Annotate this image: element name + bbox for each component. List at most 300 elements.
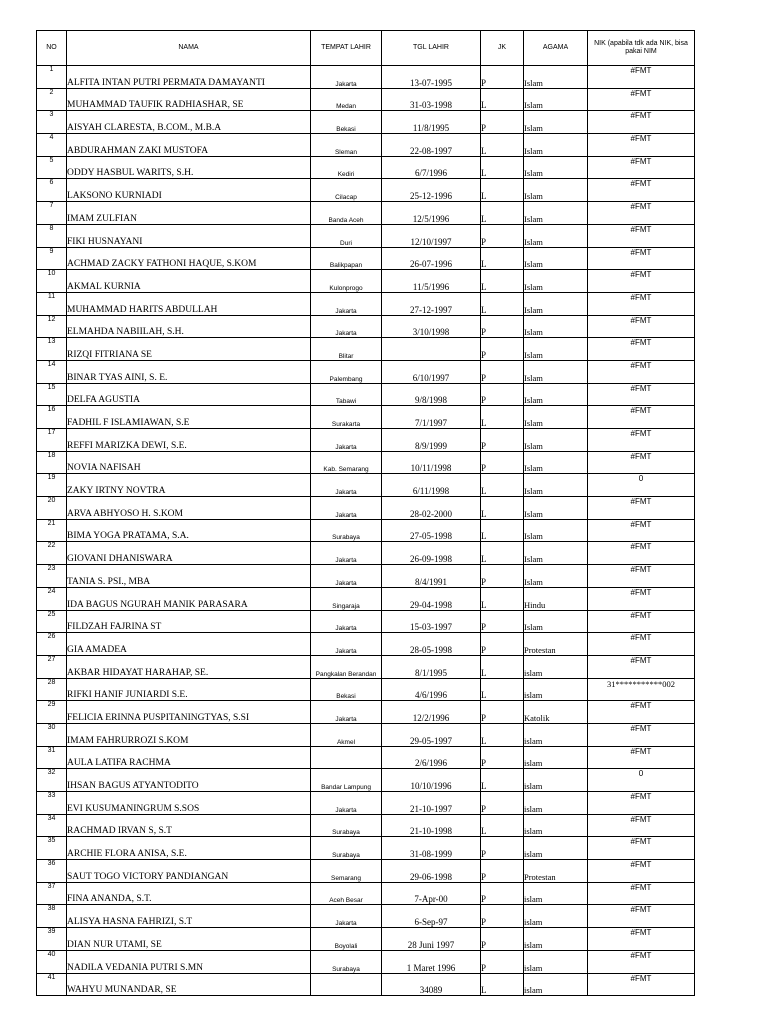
cell-agama: islam	[524, 792, 588, 815]
cell-nama: IHSAN BAGUS ATYANTODITO	[67, 769, 311, 792]
cell-nik: #FMT	[588, 587, 695, 610]
cell-agama: Islam	[524, 451, 588, 474]
cell-tgl-lahir: 11/8/1995	[382, 111, 481, 134]
table-row	[37, 769, 695, 792]
table-row	[37, 610, 695, 633]
cell-tempat-lahir: Pangkalan Berandan	[311, 655, 382, 678]
cell-nik: 31***********002	[588, 678, 695, 701]
cell-no: 31	[37, 746, 67, 769]
cell-tgl-lahir: 8/9/1999	[382, 429, 481, 452]
table-row	[37, 406, 695, 429]
cell-jk: L	[481, 678, 524, 701]
table-row	[37, 701, 695, 724]
cell-tgl-lahir: 11/5/1996	[382, 270, 481, 293]
cell-agama: islam	[524, 905, 588, 928]
cell-no: 17	[37, 429, 67, 452]
cell-nik: 0	[588, 769, 695, 792]
cell-tgl-lahir: 27-05-1998	[382, 519, 481, 542]
cell-agama: islam	[524, 678, 588, 701]
cell-tempat-lahir: Jakarta	[311, 792, 382, 815]
table-row	[37, 950, 695, 973]
cell-tgl-lahir: 31-08-1999	[382, 837, 481, 860]
cell-nama: MUHAMMAD TAUFIK RADHIASHAR, SE	[67, 88, 311, 111]
cell-tgl-lahir: 8/4/1991	[382, 565, 481, 588]
cell-agama: islam	[524, 769, 588, 792]
cell-tgl-lahir: 28 Juni 1997	[382, 928, 481, 951]
table-row	[37, 565, 695, 588]
cell-nama: ARVA ABHYOSO H. S.KOM	[67, 497, 311, 520]
cell-no: 19	[37, 474, 67, 497]
cell-tgl-lahir: 6-Sep-97	[382, 905, 481, 928]
cell-jk: P	[481, 315, 524, 338]
cell-jk: P	[481, 111, 524, 134]
cell-agama: Islam	[524, 474, 588, 497]
cell-nama: FINA ANANDA, S.T.	[67, 882, 311, 905]
cell-agama: Islam	[524, 88, 588, 111]
cell-nama: TANIA S. PSI., MBA	[67, 565, 311, 588]
table-row	[37, 882, 695, 905]
cell-jk: L	[481, 292, 524, 315]
cell-no: 34	[37, 814, 67, 837]
cell-agama: islam	[524, 882, 588, 905]
cell-jk: P	[481, 451, 524, 474]
cell-jk: P	[481, 837, 524, 860]
table-row	[37, 973, 695, 996]
cell-tgl-lahir: 6/7/1996	[382, 156, 481, 179]
table-row	[37, 451, 695, 474]
cell-tempat-lahir: Duri	[311, 224, 382, 247]
cell-nik: #FMT	[588, 973, 695, 996]
cell-agama: Katolik	[524, 701, 588, 724]
cell-no: 11	[37, 292, 67, 315]
cell-tempat-lahir: Akmel	[311, 723, 382, 746]
cell-nik: #FMT	[588, 429, 695, 452]
cell-jk: P	[481, 66, 524, 89]
cell-tempat-lahir: Jakarta	[311, 292, 382, 315]
cell-tgl-lahir: 29-04-1998	[382, 587, 481, 610]
cell-nama: RACHMAD IRVAN S, S.T	[67, 814, 311, 837]
header-jk: JK	[481, 31, 524, 66]
cell-nama: BIMA YOGA PRATAMA, S.A.	[67, 519, 311, 542]
cell-tempat-lahir: Jakarta	[311, 474, 382, 497]
cell-nik: #FMT	[588, 837, 695, 860]
cell-nik: #FMT	[588, 860, 695, 883]
cell-agama: Islam	[524, 247, 588, 270]
cell-jk: P	[481, 701, 524, 724]
cell-tgl-lahir: 25-12-1996	[382, 179, 481, 202]
cell-nama: SAUT TOGO VICTORY PANDIANGAN	[67, 860, 311, 883]
cell-tempat-lahir: Jakarta	[311, 633, 382, 656]
table-row	[37, 202, 695, 225]
cell-tgl-lahir: 6/11/1998	[382, 474, 481, 497]
cell-agama: Islam	[524, 383, 588, 406]
cell-agama: islam	[524, 746, 588, 769]
cell-agama: Protestan	[524, 633, 588, 656]
cell-agama: islam	[524, 723, 588, 746]
table-row	[37, 156, 695, 179]
cell-no: 1	[37, 66, 67, 89]
cell-nama: ABDURAHMAN ZAKI MUSTOFA	[67, 134, 311, 157]
cell-agama: Islam	[524, 497, 588, 520]
cell-no: 10	[37, 270, 67, 293]
cell-agama: Islam	[524, 542, 588, 565]
cell-tempat-lahir: Jakarta	[311, 497, 382, 520]
table-row	[37, 542, 695, 565]
cell-tempat-lahir: Aceh Besar	[311, 882, 382, 905]
cell-nik: #FMT	[588, 292, 695, 315]
cell-nik: #FMT	[588, 247, 695, 270]
cell-tgl-lahir: 26-07-1996	[382, 247, 481, 270]
cell-nama: AKBAR HIDAYAT HARAHAP, SE.	[67, 655, 311, 678]
cell-tempat-lahir	[311, 973, 382, 996]
cell-nama: AULA LATIFA RACHMA	[67, 746, 311, 769]
cell-tgl-lahir: 6/10/1997	[382, 360, 481, 383]
table-row	[37, 224, 695, 247]
table-row	[37, 497, 695, 520]
cell-nama: GIA AMADEA	[67, 633, 311, 656]
cell-jk: L	[481, 179, 524, 202]
cell-no: 14	[37, 360, 67, 383]
cell-nama: AKMAL KURNIA	[67, 270, 311, 293]
table-row	[37, 270, 695, 293]
cell-agama: Islam	[524, 134, 588, 157]
cell-agama: islam	[524, 973, 588, 996]
table-row	[37, 814, 695, 837]
cell-tempat-lahir: Jakarta	[311, 905, 382, 928]
cell-tgl-lahir: 15-03-1997	[382, 610, 481, 633]
header-tgl-lahir: TGL LAHIR	[382, 31, 481, 66]
cell-no: 8	[37, 224, 67, 247]
cell-nik: #FMT	[588, 905, 695, 928]
cell-no: 20	[37, 497, 67, 520]
table-row	[37, 66, 695, 89]
cell-no: 5	[37, 156, 67, 179]
cell-nama: ODDY HASBUL WARITS, S.H.	[67, 156, 311, 179]
cell-nik: #FMT	[588, 497, 695, 520]
cell-no: 33	[37, 792, 67, 815]
cell-nama: AISYAH CLARESTA, B.COM., M.B.A	[67, 111, 311, 134]
header-no: NO	[37, 31, 67, 66]
cell-nama: FADHIL F ISLAMIAWAN, S.E	[67, 406, 311, 429]
cell-nama: ALFITA INTAN PUTRI PERMATA DAMAYANTI	[67, 66, 311, 89]
cell-tempat-lahir: Balikpapan	[311, 247, 382, 270]
table-row	[37, 792, 695, 815]
cell-tempat-lahir: Jakarta	[311, 610, 382, 633]
cell-tgl-lahir: 12/5/1996	[382, 202, 481, 225]
cell-tempat-lahir: Kediri	[311, 156, 382, 179]
cell-no: 21	[37, 519, 67, 542]
table-row	[37, 315, 695, 338]
cell-tempat-lahir: Semarang	[311, 860, 382, 883]
cell-agama: Islam	[524, 292, 588, 315]
cell-no: 30	[37, 723, 67, 746]
cell-no: 28	[37, 678, 67, 701]
cell-nik: #FMT	[588, 88, 695, 111]
cell-no: 26	[37, 633, 67, 656]
cell-tempat-lahir: Surabaya	[311, 950, 382, 973]
cell-nama: GIOVANI DHANISWARA	[67, 542, 311, 565]
cell-nama: IMAM FAHRURROZI S.KOM	[67, 723, 311, 746]
cell-nama: ACHMAD ZACKY FATHONI HAQUE, S.KOM	[67, 247, 311, 270]
table-row	[37, 111, 695, 134]
cell-nama: ZAKY IRTNY NOVTRA	[67, 474, 311, 497]
cell-no: 39	[37, 928, 67, 951]
cell-tempat-lahir: Jakarta	[311, 701, 382, 724]
cell-nama: WAHYU MUNANDAR, SE	[67, 973, 311, 996]
cell-nik: #FMT	[588, 383, 695, 406]
cell-agama: islam	[524, 655, 588, 678]
cell-jk: P	[481, 633, 524, 656]
cell-jk: P	[481, 383, 524, 406]
cell-nama: RIFKI HANIF JUNIARDI S.E.	[67, 678, 311, 701]
cell-tgl-lahir	[382, 338, 481, 361]
cell-agama: Islam	[524, 406, 588, 429]
cell-jk: L	[481, 134, 524, 157]
header-agama: AGAMA	[524, 31, 588, 66]
cell-tgl-lahir: 26-09-1998	[382, 542, 481, 565]
cell-agama: islam	[524, 814, 588, 837]
cell-agama: Islam	[524, 519, 588, 542]
cell-tgl-lahir: 1 Maret 1996	[382, 950, 481, 973]
cell-nik: #FMT	[588, 792, 695, 815]
header-nik: NIK (apabila tdk ada NIK, bisa pakai NIM	[588, 31, 695, 66]
cell-nama: REFFI MARIZKA DEWI, S.E.	[67, 429, 311, 452]
cell-agama: Islam	[524, 111, 588, 134]
cell-tgl-lahir: 29-05-1997	[382, 723, 481, 746]
cell-nik: #FMT	[588, 270, 695, 293]
participant-table	[36, 30, 695, 996]
cell-nik: #FMT	[588, 338, 695, 361]
cell-agama: Islam	[524, 270, 588, 293]
cell-nama: ARCHIE FLORA ANISA, S.E.	[67, 837, 311, 860]
cell-no: 13	[37, 338, 67, 361]
cell-agama: Islam	[524, 66, 588, 89]
table-row	[37, 338, 695, 361]
cell-nik: #FMT	[588, 814, 695, 837]
cell-tgl-lahir: 10/11/1998	[382, 451, 481, 474]
table-row	[37, 746, 695, 769]
cell-tempat-lahir: Boyolali	[311, 928, 382, 951]
cell-tgl-lahir: 4/6/1996	[382, 678, 481, 701]
table-row	[37, 429, 695, 452]
table-row	[37, 247, 695, 270]
cell-nik: #FMT	[588, 66, 695, 89]
cell-nik: #FMT	[588, 565, 695, 588]
header-nama: NAMA	[67, 31, 311, 66]
table-row	[37, 905, 695, 928]
cell-tgl-lahir: 28-02-2000	[382, 497, 481, 520]
cell-jk: P	[481, 565, 524, 588]
cell-nik: #FMT	[588, 202, 695, 225]
cell-jk: P	[481, 882, 524, 905]
cell-tgl-lahir: 9/8/1998	[382, 383, 481, 406]
cell-tgl-lahir: 2/6/1996	[382, 746, 481, 769]
cell-nama: NOVIA NAFISAH	[67, 451, 311, 474]
cell-no: 7	[37, 202, 67, 225]
cell-jk: P	[481, 928, 524, 951]
cell-no: 4	[37, 134, 67, 157]
cell-jk: P	[481, 610, 524, 633]
cell-nama: FIKI HUSNAYANI	[67, 224, 311, 247]
cell-nik: #FMT	[588, 610, 695, 633]
cell-agama: Islam	[524, 610, 588, 633]
cell-nik: #FMT	[588, 519, 695, 542]
cell-nama: EVI KUSUMANINGRUM S.SOS	[67, 792, 311, 815]
cell-tempat-lahir: Jakarta	[311, 315, 382, 338]
cell-agama: Islam	[524, 156, 588, 179]
cell-jk: L	[481, 655, 524, 678]
cell-jk: L	[481, 519, 524, 542]
cell-nik: #FMT	[588, 406, 695, 429]
cell-jk: P	[481, 950, 524, 973]
cell-tgl-lahir: 21-10-1997	[382, 792, 481, 815]
cell-tempat-lahir: Singaraja	[311, 587, 382, 610]
cell-jk: L	[481, 202, 524, 225]
cell-tgl-lahir: 21-10-1998	[382, 814, 481, 837]
cell-nik: #FMT	[588, 111, 695, 134]
cell-nik: #FMT	[588, 451, 695, 474]
cell-jk: P	[481, 905, 524, 928]
cell-agama: Protestan	[524, 860, 588, 883]
cell-agama: Islam	[524, 179, 588, 202]
table-row	[37, 928, 695, 951]
cell-nik: 0	[588, 474, 695, 497]
cell-no: 25	[37, 610, 67, 633]
cell-tgl-lahir: 12/2/1996	[382, 701, 481, 724]
cell-tempat-lahir: Cilacap	[311, 179, 382, 202]
cell-no: 27	[37, 655, 67, 678]
cell-tgl-lahir: 8/1/1995	[382, 655, 481, 678]
cell-tgl-lahir: 28-05-1998	[382, 633, 481, 656]
cell-jk: L	[481, 723, 524, 746]
table-row	[37, 633, 695, 656]
cell-jk: L	[481, 973, 524, 996]
cell-no: 37	[37, 882, 67, 905]
cell-nik: #FMT	[588, 224, 695, 247]
cell-no: 12	[37, 315, 67, 338]
cell-no: 15	[37, 383, 67, 406]
table-row	[37, 179, 695, 202]
cell-tempat-lahir: Medan	[311, 88, 382, 111]
cell-tempat-lahir: Kab. Semarang	[311, 451, 382, 474]
cell-nik: #FMT	[588, 156, 695, 179]
table-row	[37, 292, 695, 315]
cell-nik: #FMT	[588, 315, 695, 338]
cell-agama: islam	[524, 837, 588, 860]
cell-nama: LAKSONO KURNIADI	[67, 179, 311, 202]
cell-no: 9	[37, 247, 67, 270]
cell-tgl-lahir: 27-12-1997	[382, 292, 481, 315]
cell-agama: Islam	[524, 360, 588, 383]
cell-tempat-lahir: Banda Aceh	[311, 202, 382, 225]
cell-tgl-lahir: 7/1/1997	[382, 406, 481, 429]
cell-no: 38	[37, 905, 67, 928]
cell-no: 24	[37, 587, 67, 610]
header-row	[37, 31, 695, 66]
cell-tempat-lahir	[311, 746, 382, 769]
cell-nik: #FMT	[588, 360, 695, 383]
cell-nama: NADILA VEDANIA PUTRI S.MN	[67, 950, 311, 973]
cell-agama: islam	[524, 950, 588, 973]
cell-jk: P	[481, 746, 524, 769]
cell-nama: FILDZAH FAJRINA ST	[67, 610, 311, 633]
cell-tgl-lahir: 3/10/1998	[382, 315, 481, 338]
cell-jk: L	[481, 88, 524, 111]
cell-no: 29	[37, 701, 67, 724]
cell-tempat-lahir: Surabaya	[311, 814, 382, 837]
cell-nama: BINAR TYAS AINI, S. E.	[67, 360, 311, 383]
cell-jk: P	[481, 860, 524, 883]
cell-nama: IDA BAGUS NGURAH MANIK PARASARA	[67, 587, 311, 610]
cell-nama: DIAN NUR UTAMI, SE	[67, 928, 311, 951]
cell-jk: P	[481, 338, 524, 361]
cell-tgl-lahir: 22-08-1997	[382, 134, 481, 157]
cell-nik: #FMT	[588, 950, 695, 973]
cell-no: 6	[37, 179, 67, 202]
table-row	[37, 723, 695, 746]
cell-no: 22	[37, 542, 67, 565]
cell-jk: L	[481, 406, 524, 429]
cell-nik: #FMT	[588, 134, 695, 157]
table-row	[37, 678, 695, 701]
cell-nik: #FMT	[588, 701, 695, 724]
cell-agama: Islam	[524, 224, 588, 247]
table-row	[37, 88, 695, 111]
cell-jk: L	[481, 542, 524, 565]
cell-tgl-lahir: 10/10/1996	[382, 769, 481, 792]
cell-nik: #FMT	[588, 882, 695, 905]
cell-jk: L	[481, 497, 524, 520]
table-row	[37, 837, 695, 860]
cell-jk: P	[481, 224, 524, 247]
cell-agama: Hindu	[524, 587, 588, 610]
cell-nik: #FMT	[588, 542, 695, 565]
cell-nama: RIZQI FITRIANA SE	[67, 338, 311, 361]
cell-tgl-lahir: 31-03-1998	[382, 88, 481, 111]
cell-jk: L	[481, 587, 524, 610]
cell-tempat-lahir: Surabaya	[311, 837, 382, 860]
cell-nik: #FMT	[588, 179, 695, 202]
cell-tempat-lahir: Sleman	[311, 134, 382, 157]
table-row	[37, 655, 695, 678]
table-row	[37, 474, 695, 497]
cell-tempat-lahir: Surakarta	[311, 406, 382, 429]
cell-nama: ELMAHDA NABIILAH, S.H.	[67, 315, 311, 338]
cell-agama: Islam	[524, 429, 588, 452]
cell-no: 41	[37, 973, 67, 996]
cell-tgl-lahir: 34089	[382, 973, 481, 996]
cell-tempat-lahir: Jakarta	[311, 66, 382, 89]
cell-no: 36	[37, 860, 67, 883]
cell-tempat-lahir: Jakarta	[311, 565, 382, 588]
cell-tempat-lahir: Blitar	[311, 338, 382, 361]
table-row	[37, 134, 695, 157]
cell-no: 18	[37, 451, 67, 474]
table-row	[37, 587, 695, 610]
cell-tempat-lahir: Jakarta	[311, 542, 382, 565]
cell-agama: Islam	[524, 338, 588, 361]
cell-tempat-lahir: Jakarta	[311, 429, 382, 452]
cell-agama: Islam	[524, 565, 588, 588]
cell-no: 23	[37, 565, 67, 588]
cell-nama: DELFA AGUSTIA	[67, 383, 311, 406]
cell-no: 35	[37, 837, 67, 860]
cell-tempat-lahir: Bandar Lampung	[311, 769, 382, 792]
cell-no: 16	[37, 406, 67, 429]
cell-tempat-lahir: Tabawi	[311, 383, 382, 406]
cell-jk: P	[481, 429, 524, 452]
cell-jk: P	[481, 360, 524, 383]
